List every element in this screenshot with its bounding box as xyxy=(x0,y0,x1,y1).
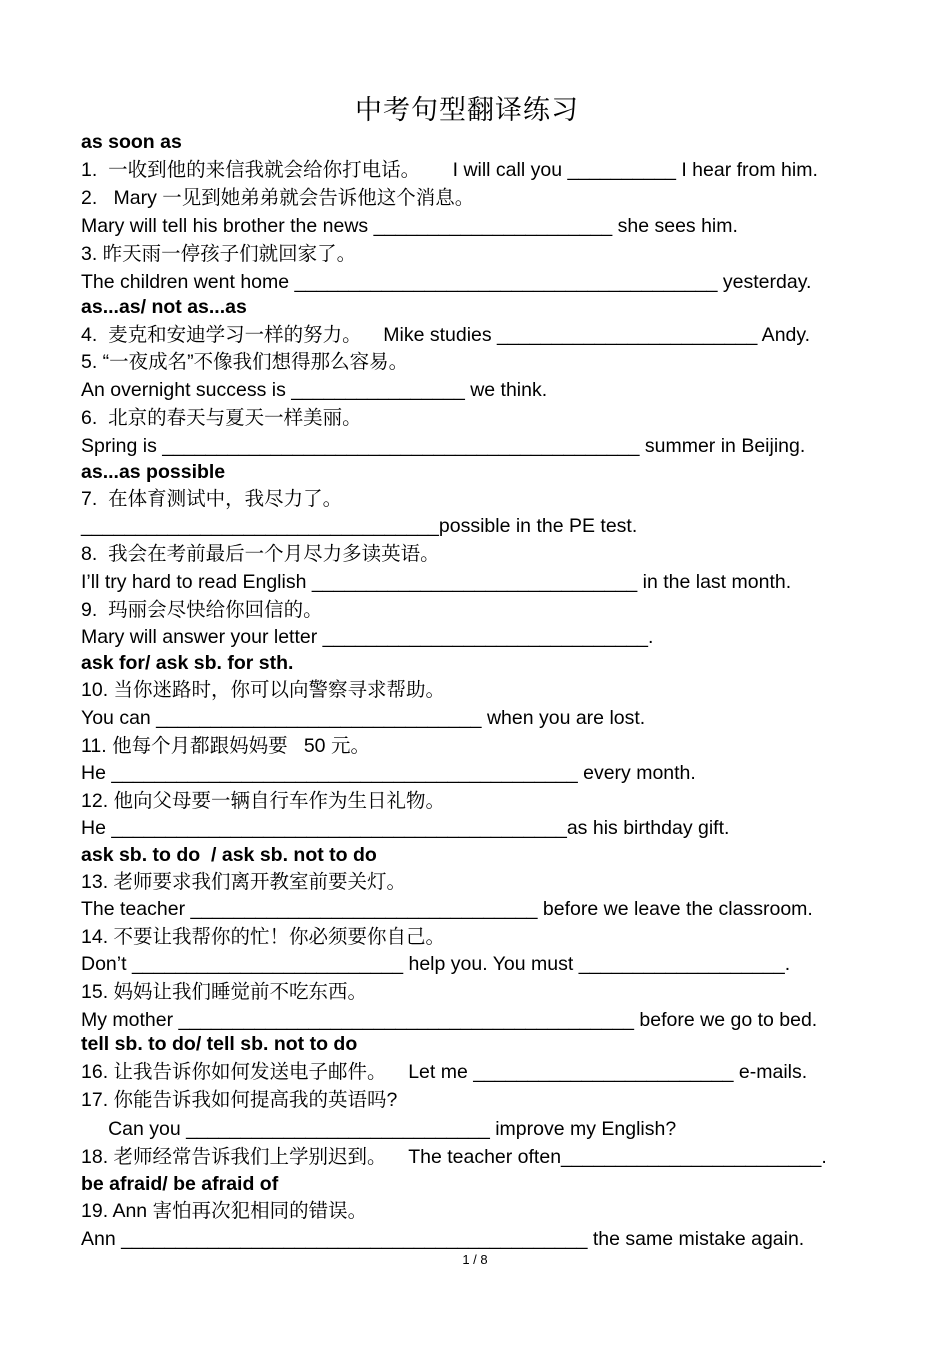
exercise-line: 15. 妈妈让我们睡觉前不吃东西。 xyxy=(81,981,368,1003)
exercise-line: An overnight success is ________________ we think. xyxy=(81,379,548,401)
exercise-line: 7. 在体育测试中，我尽力了。 xyxy=(81,488,343,510)
exercise-line: 17. 你能告诉我如何提高我的英语吗? xyxy=(81,1089,398,1111)
exercise-line: The teacher ________________________________ before we leave the classroom. xyxy=(81,898,813,920)
exercise-line: 16. 让我告诉你如何发送电子邮件。 Let me ________________________ e-mails. xyxy=(81,1061,808,1083)
exercise-line: My mother __________________________________________ before we go to bed. xyxy=(81,1009,818,1031)
exercise-line: 11. 他每个月都跟妈妈要 50 元。 xyxy=(81,735,370,757)
exercise-line: Can you ____________________________ improve my English? xyxy=(81,1118,677,1140)
page-title: 中考句型翻译练习 xyxy=(355,95,579,126)
exercise-line: 14. 不要让我帮你的忙！你必须要你自己。 xyxy=(81,926,446,948)
section-heading: be afraid/ be afraid of xyxy=(81,1173,279,1195)
exercise-line: 13. 老师要求我们离开教室前要关灯。 xyxy=(81,871,407,893)
exercise-line: Spring is ____________________________________________ summer in Beijing. xyxy=(81,435,806,457)
exercise-line: He __________________________________________as his birthday gift. xyxy=(81,817,730,839)
exercise-line: 1. 一收到他的来信我就会给你打电话。 I will call you __________ I hear from him. xyxy=(81,159,818,181)
exercise-line: He ___________________________________________ every month. xyxy=(81,762,696,784)
exercise-line: You can ______________________________ when you are lost. xyxy=(81,707,646,729)
exercise-line: 4. 麦克和安迪学习一样的努力。 Mike studies ________________________ Andy. xyxy=(81,324,811,346)
exercise-line: 6. 北京的春天与夏天一样美丽。 xyxy=(81,407,362,429)
exercise-line: 19. Ann 害怕再次犯相同的错误。 xyxy=(81,1200,368,1222)
exercise-line: 8. 我会在考前最后一个月尽力多读英语。 xyxy=(81,543,440,565)
exercise-line: 3. 昨天雨一停孩子们就回家了。 xyxy=(81,243,357,265)
section-heading: as...as possible xyxy=(81,461,226,483)
exercise-line: _________________________________possible in the PE test. xyxy=(81,515,638,537)
section-heading: as soon as xyxy=(81,131,182,153)
page-number: 1 / 8 xyxy=(462,1252,488,1267)
exercise-line: 12. 他向父母要一辆自行车作为生日礼物。 xyxy=(81,790,446,812)
exercise-line: 5. “一夜成名”不像我们想得那么容易。 xyxy=(81,351,409,373)
section-heading: as...as/ not as...as xyxy=(81,296,247,318)
exercise-line: I’ll try hard to read English ______________________________ in the last month. xyxy=(81,571,792,593)
exercise-line: Mary will tell his brother the news ______________________ she sees him. xyxy=(81,215,738,237)
exercise-line: The children went home _______________________________________ yesterday. xyxy=(81,271,812,293)
exercise-line: Mary will answer your letter ______________________________. xyxy=(81,626,654,648)
section-heading: tell sb. to do/ tell sb. not to do xyxy=(81,1033,358,1055)
exercise-line: 10. 当你迷路时，你可以向警察寻求帮助。 xyxy=(81,679,446,701)
exercise-line: 18. 老师经常告诉我们上学别迟到。 The teacher often________________________. xyxy=(81,1146,827,1168)
section-heading: ask for/ ask sb. for sth. xyxy=(81,652,294,674)
section-heading: ask sb. to do / ask sb. not to do xyxy=(81,844,377,866)
exercise-line: Don’t _________________________ help you. You must ___________________. xyxy=(81,953,791,975)
exercise-line: 9. 玛丽会尽快给你回信的。 xyxy=(81,599,323,621)
exercise-line: 2. Mary 一见到她弟弟就会告诉他这个消息。 xyxy=(81,187,475,209)
exercise-line: Ann ___________________________________________ the same mistake again. xyxy=(81,1228,805,1250)
